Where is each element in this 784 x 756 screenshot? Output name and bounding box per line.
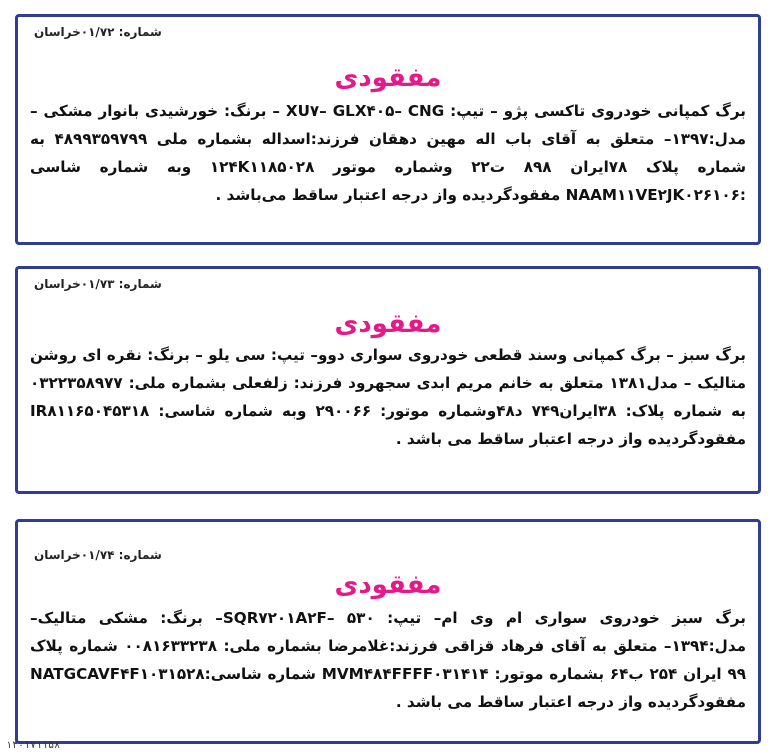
notice-body: برگ سبز – برگ کمپانی وسند قطعی خودروی سواری دوو– تیپ: سی یلو – برنگ: نقره ای روشن متالیک – مدل۱۳۸۱ متعلق به خانم مریم ابدی سجهرود فرزند: زلفعلی بشماره ملی: ۰۳۲۲۳۵۸۹۷۷ به شماره پلاک: ۳۸ایران۷۴۹ د۴۸وشماره موتور: ۲۹۰۰۶۶ وبه شماره شاسی: IR۸۱۱۶۵۰۴۵۳۱۸ مفقودگردیده واز درجه اعتبار ساقط می باشد . [30,346,747,448]
notice-number: شماره: ۰۱/۷۲خراسان [34,25,162,39]
notice-box-2 [15,266,761,494]
notice-body: برگ کمپانی خودروی تاکسی پژو – تیپ: XU۷– GLX۴۰۵– CNG – برنگ: خورشیدی بانوار مشکی – مدل:۱۳۹۷– متعلق به آقای باب اله مهین دهقان فرزند:اسداله بشماره ملی ۴۸۹۹۳۵۹۷۹۹ به شماره پلاک ۷۸ایران ۸۹۸ ت۲۲ وشماره موتور ۱۲۴K۱۱۸۵۰۲۸ وبه شماره شاسی :NAAM۱۱VE۲JK۰۲۶۱۰۶ مفقودگردیده واز درجه اعتبار ساقط می‌باشد . [30,102,747,204]
notice-body: برگ سبز خودروی سواری ام وی ام– تیپ: SQR۷۲۰۱A۲F– ۵۳۰– برنگ: مشکی متالیک– مدل:۱۳۹۴– متعلق به آقای فرهاد قزاقی فرزند:غلامرضا بشماره ملی: ۰۰۸۱۶۳۳۲۳۸ شماره پلاک ۹۹ ایران ۲۵۴ ب۶۴ بشماره موتور: MVM۴۸۴FFFF۰۳۱۴۱۴ شماره شاسی:NATGCAVF۴F۱۰۳۱۵۲۸ مفقودگردیده واز درجه اعتبار ساقط می باشد . [30,609,747,711]
notice-number: شماره: ۰۱/۷۳خراسان [34,277,162,291]
notice-title: مفقودی [334,63,442,93]
notice-box-3 [15,519,761,744]
notice-title: مفقودی [334,570,442,600]
notice-box-1 [15,14,761,245]
notice-number: شماره: ۰۱/۷۴خراسان [34,548,162,562]
footer-code: ۱۴۰۱۷۱۱۵۸ [6,740,61,751]
notice-title: مفقودی [334,309,442,339]
